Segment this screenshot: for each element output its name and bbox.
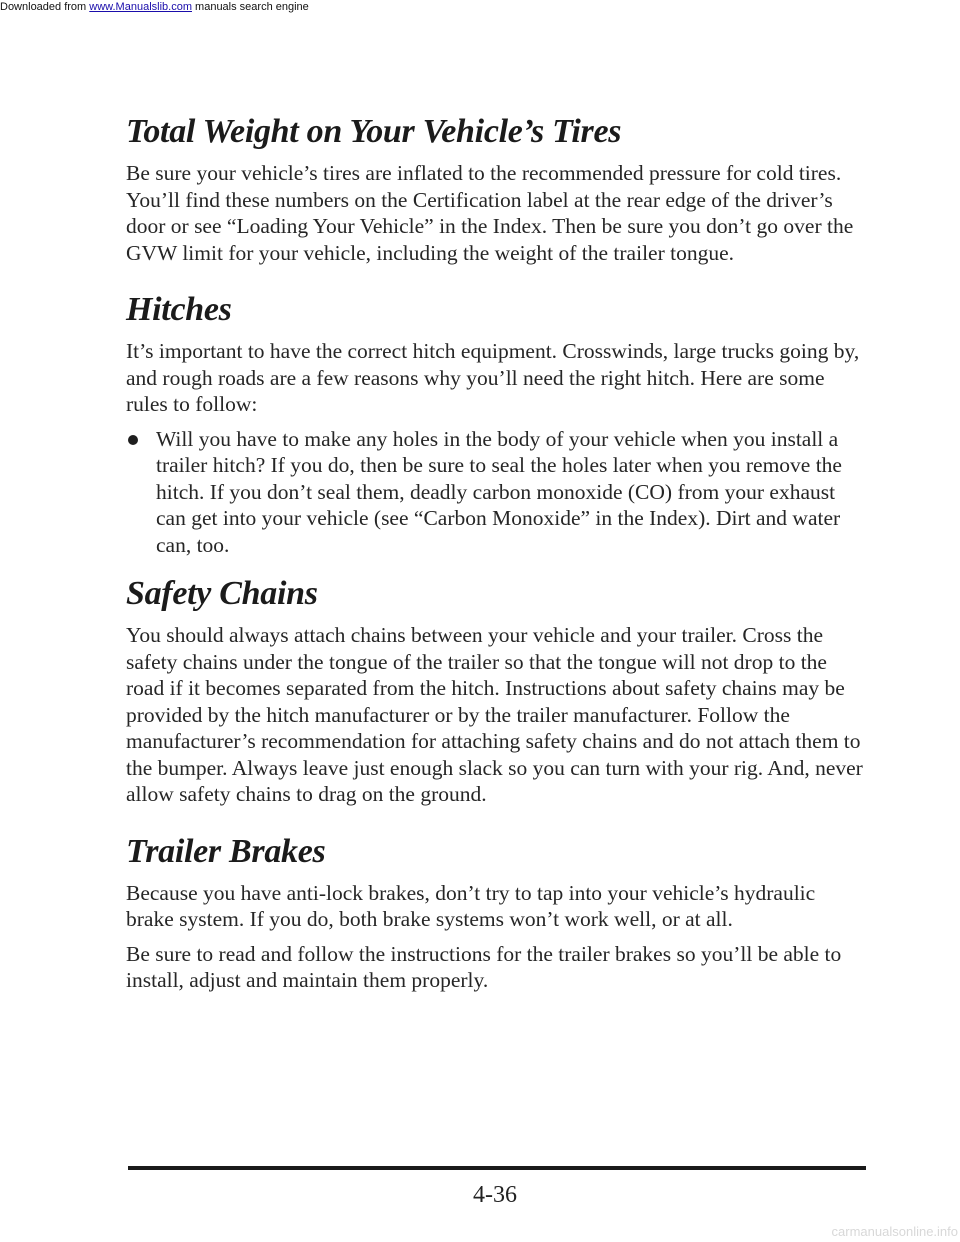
heading-total-weight: Total Weight on Your Vehicle’s Tires <box>126 113 622 150</box>
heading-safety-chains: Safety Chains <box>126 575 318 612</box>
section-hitches <box>126 290 866 558</box>
paragraph-total-weight: Be sure your vehicle’s tires are inflated to the recommended pressure for cold tires. You’ll find these numbers on the Certification label at the rear edge of the driver’s door or see “Loading Your Vehicle” in the Index. Then be sure you don’t go over the GVW limit for your vehicle, including the weight of the trailer tongue. <box>126 161 854 265</box>
download-banner <box>0 0 309 14</box>
footer-divider <box>128 1166 866 1170</box>
heading-trailer-brakes: Trailer Brakes <box>126 832 326 870</box>
section-total-weight <box>126 112 866 266</box>
list-item <box>126 426 866 559</box>
bullet-text: Will you have to make any holes in the body of your vehicle when you install a trailer hitch? If you do, then be sure to seal the holes later when you remove the hitch. If you don’t seal them, deadly carbon monoxide (CO) from your exhaust can get into your vehicle (see “Carbon Monoxide” in the Index). Dirt and water can, too. <box>156 426 842 557</box>
paragraph-trailer-brakes-2: Be sure to read and follow the instructions for the trailer brakes so you’ll be able to install, adjust and maintain them properly. <box>126 941 842 992</box>
banner-suffix: manuals search engine <box>191 1 309 13</box>
manualslib-link[interactable]: www.Manualslib.com <box>89 1 192 13</box>
page-number: 4-36 <box>473 1182 517 1208</box>
bullet-icon <box>128 435 138 445</box>
paragraph-safety-chains: You should always attach chains between your vehicle and your trailer. Cross the safety chains under the tongue of the trailer so that the tongue will not drop to the road if it becomes separated from the hitch. Instructions about safety chains may be provided by the hitch manufacturer or by the trailer manufacturer. Follow the manufacturer’s recommendation for attaching safety chains and do not attach them to the bumper. Always leave just enough slack so you can turn with your rig. And, never allow safety chains to drag on the ground. <box>126 623 863 806</box>
page-content <box>126 112 866 1002</box>
hitches-bullet-list <box>126 426 866 559</box>
paragraph-trailer-brakes-1: Because you have anti-lock brakes, don’t try to tap into your vehicle’s hydraulic brake system. If you do, both brake systems won’t work well, or at all. <box>126 880 816 931</box>
banner-prefix: Downloaded from <box>0 1 90 13</box>
section-safety-chains <box>126 574 866 808</box>
heading-hitches: Hitches <box>126 291 232 328</box>
paragraph-hitches: It’s important to have the correct hitch equipment. Crosswinds, large trucks going by, and rough roads are a few reasons why you’ll need the right hitch. Here are some rules to follow: <box>126 339 860 416</box>
watermark: carmanualsonline.info <box>831 1224 958 1239</box>
section-trailer-brakes <box>126 832 866 994</box>
